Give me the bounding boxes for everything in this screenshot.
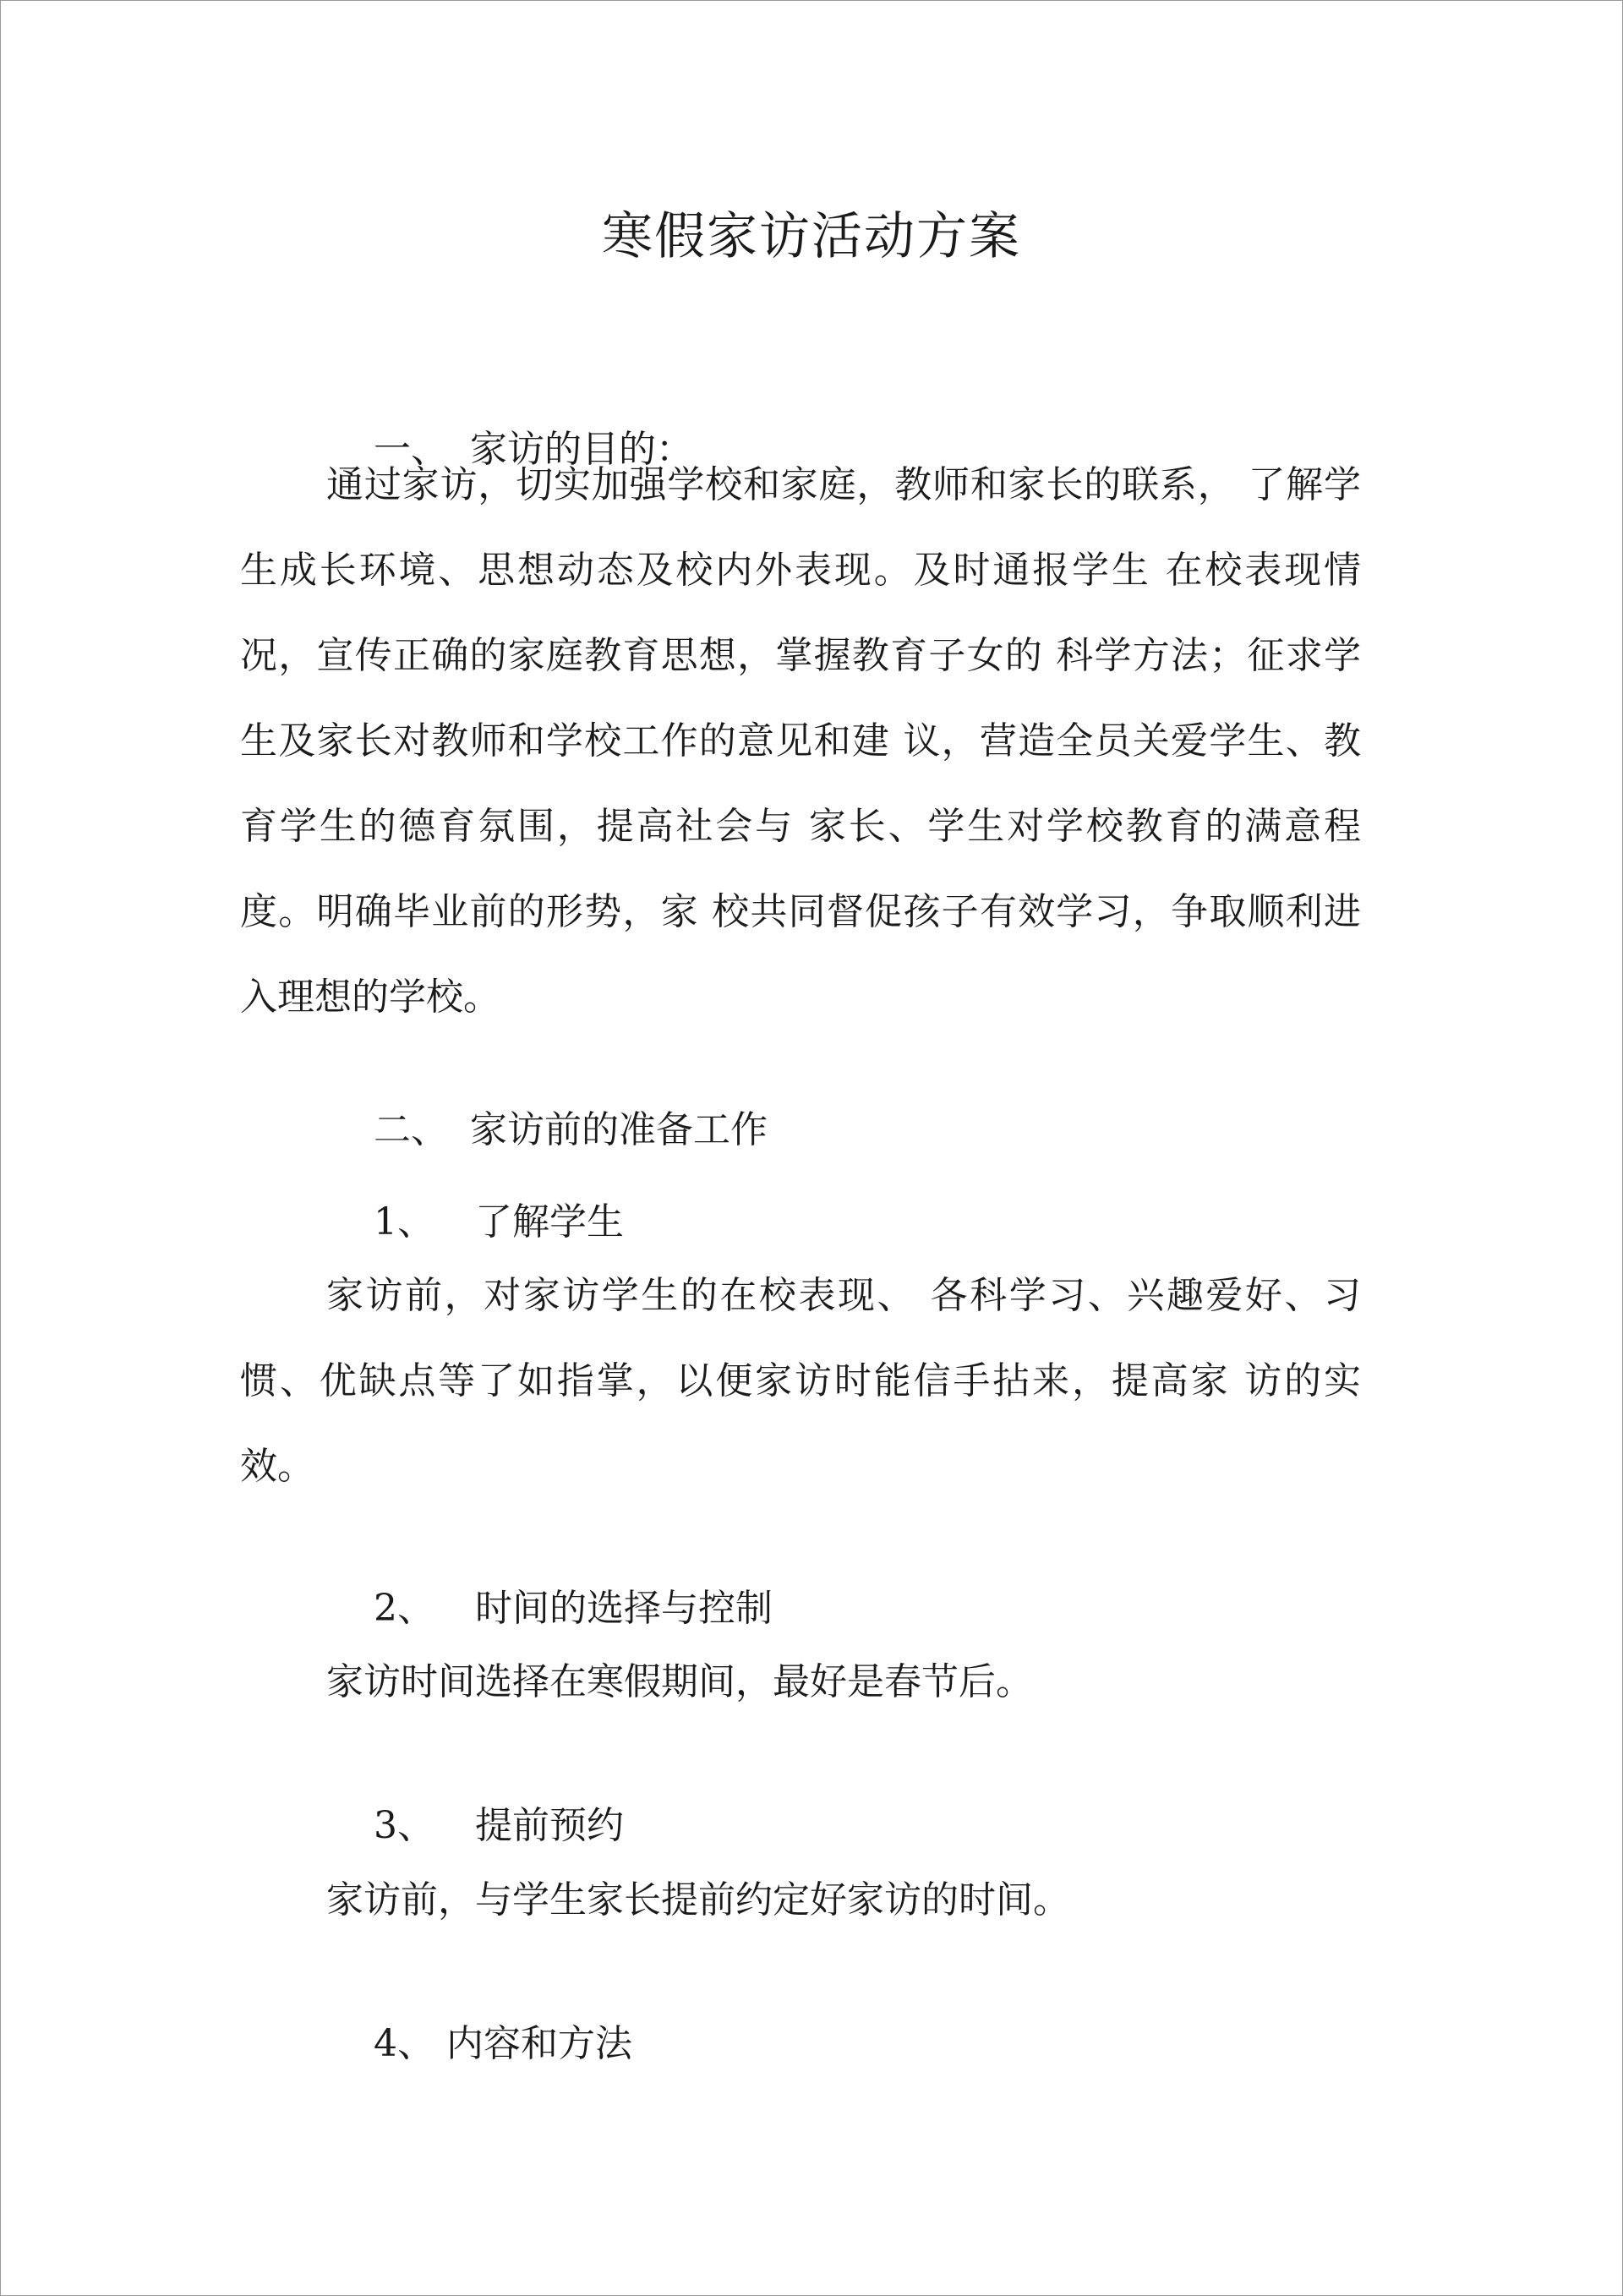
section-1-paragraph: 通过家访，切实加强学校和家庭，教师和家长的联系， 了解学生成长环境、思想动态及校内外表现。及时通报学生 在校表现情况，宣传正确的家庭教育思想，掌握教育子女的 科学方法；征求学生及家长对教师和学校工作的意见和建 议，营造全员关爱学生、教育学生的德育氛围，提高社会与 家长、学生对学校教育的满意程度。明确毕业前的形势，家 校共同督促孩子有效学习，争取顺利进入理想的学校。 <box>240 463 1361 1019</box>
item-1-marker: 1、 <box>373 1200 434 1244</box>
item-3-title: 提前预约 <box>474 1804 624 1847</box>
item-4-title: 内容和方法 <box>445 2022 632 2065</box>
section-1-marker: 一、 <box>373 428 448 471</box>
section-2-marker: 二、 <box>373 1108 448 1151</box>
item-3-marker: 3、 <box>373 1804 434 1847</box>
item-3-paragraph: 家访前，与学生家长提前约定好家访的时间。 <box>326 1878 1070 1922</box>
section-1-title: 家访的目的： <box>469 428 693 471</box>
item-1-paragraph: 家访前，对家访学生的在校表现、 各科学习、兴趣爱好、习惯、优缺点等了如指掌，以便家访时能信手拈来，提高家 访的实效。 <box>240 1274 1361 1488</box>
item-4-marker: 4、 <box>373 2022 434 2065</box>
item-4-heading <box>326 1968 632 2120</box>
item-1-title: 了解学生 <box>474 1200 624 1244</box>
section-2-title: 家访前的准备工作 <box>469 1108 768 1151</box>
item-2-paragraph: 家访时间选择在寒假期间，最好是春节后。 <box>326 1660 1033 1703</box>
document-title: 寒假家访活动方案 <box>602 207 1021 266</box>
item-2-marker: 2、 <box>373 1587 434 1630</box>
item-2-title: 时间的选择与控制 <box>474 1587 773 1630</box>
